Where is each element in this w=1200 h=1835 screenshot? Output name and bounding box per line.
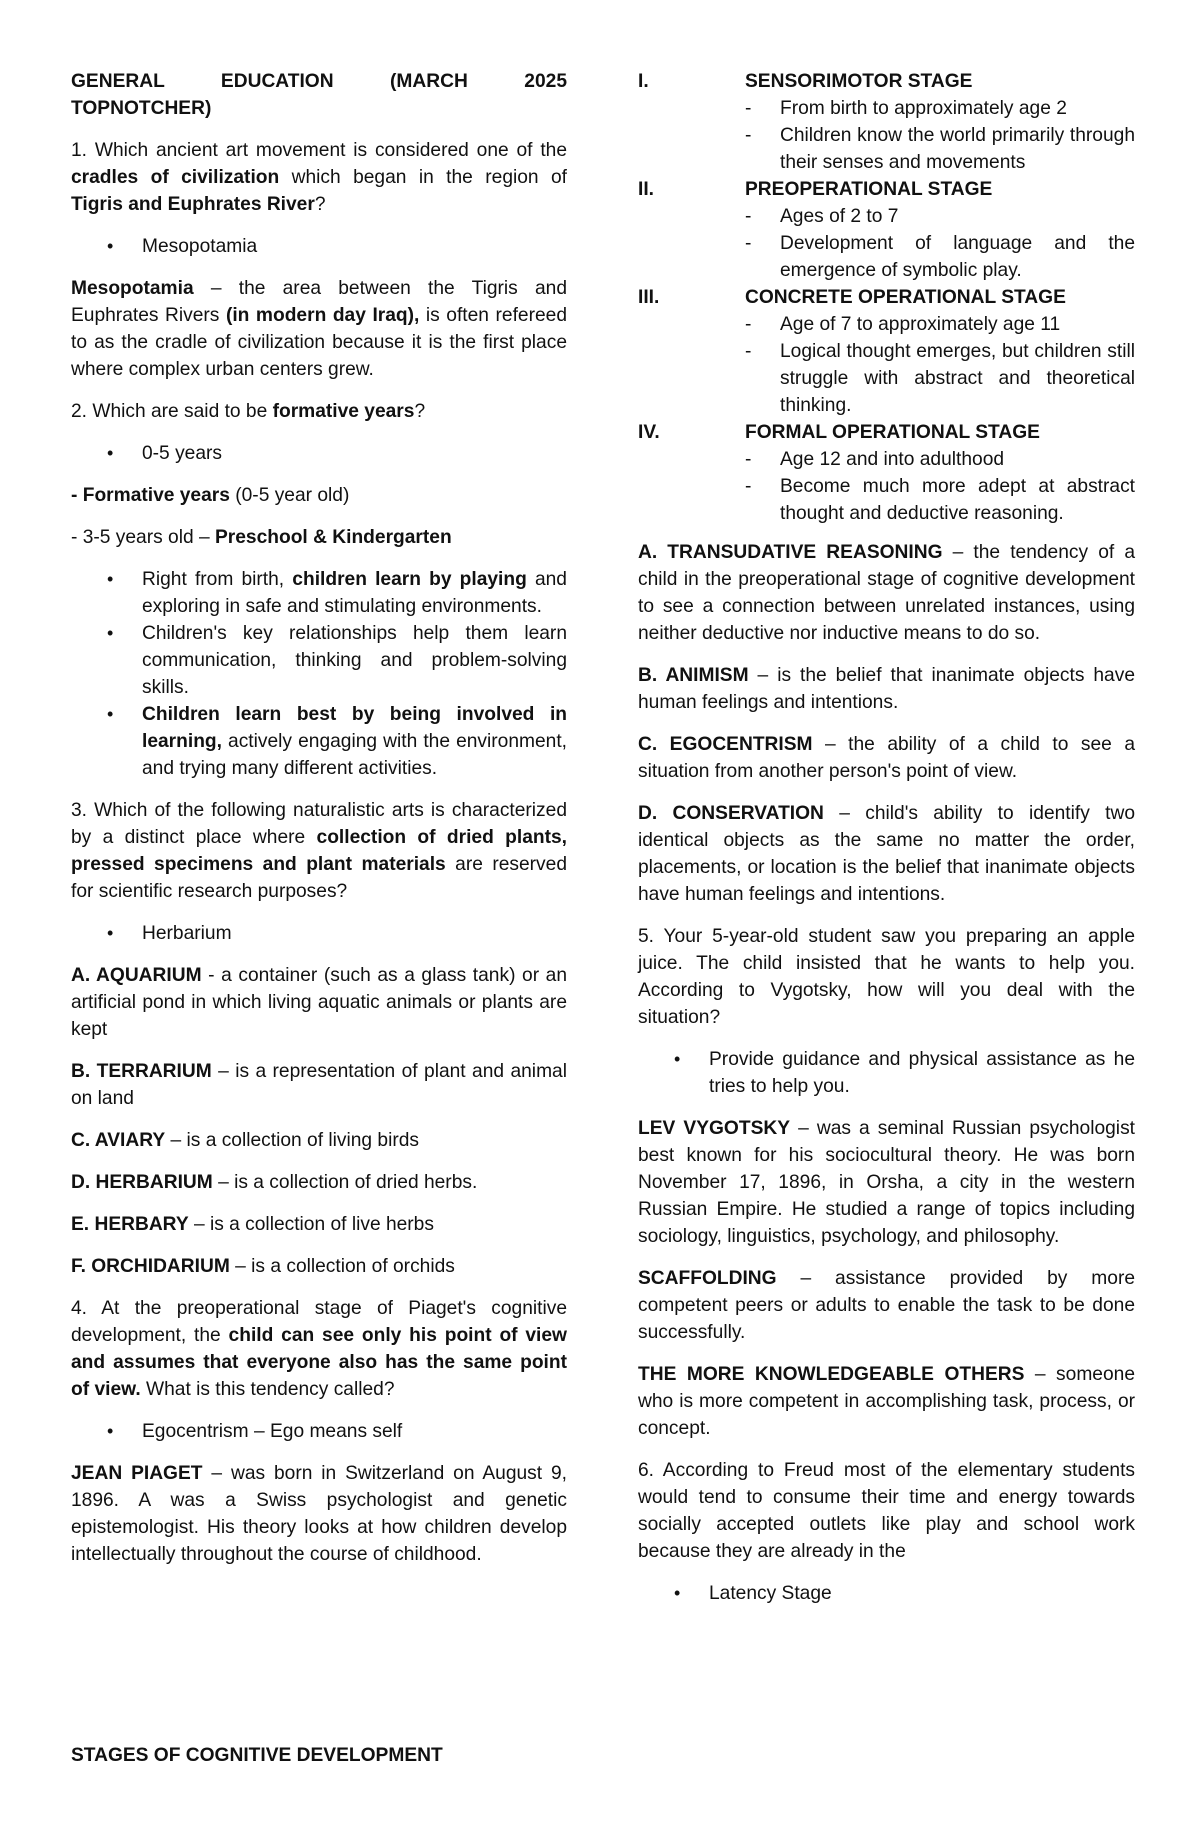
question-1-emphasis: Tigris and Euphrates River (71, 194, 315, 215)
question-1-answer-list (71, 233, 567, 260)
mesopotamia-explanation (71, 275, 567, 383)
question-5-answer: • Provide guidance and physical assistance as he tries to help you. (638, 1046, 1135, 1100)
list-item: - From birth to approximately age 2 (638, 95, 1135, 122)
stage-number: II. (638, 179, 654, 200)
question-2-answer-list (71, 440, 567, 467)
list-item-text: actively engaging with the environment, and trying many different activities. (142, 731, 567, 779)
question-1-text: ? (314, 194, 326, 215)
question-1-answer: • Mesopotamia (71, 233, 567, 260)
definition-aviary (71, 1127, 567, 1154)
definition-text: – is a representation of plant and animal on land (71, 1061, 567, 1109)
term: C. AVIARY (71, 1130, 166, 1151)
vygotsky-bio (638, 1115, 1135, 1250)
question-2 (71, 398, 567, 425)
definition-herbary (71, 1211, 567, 1238)
question-4-emphasis: child can see only his point of view and assumes that everyone also has the same point of view. (71, 1325, 567, 1400)
question-3-text: 3. Which of the following naturalistic arts is characterized by a distinct place where (71, 800, 567, 848)
document-title-continued: TOPNOTCHER) (71, 98, 212, 119)
question-2-text: 2. Which are said to be (71, 401, 273, 422)
learning-bullets (71, 566, 567, 782)
term: E. HERBARY (71, 1214, 189, 1235)
definition-text: – is the belief that inanimate objects have human feelings and intentions. (638, 665, 1135, 713)
question-2-emphasis: formative years (272, 401, 415, 422)
list-item (71, 566, 567, 620)
question-6-answer: • Latency Stage (638, 1580, 1135, 1607)
definition-terrarium (71, 1058, 567, 1112)
stage-number: III. (638, 287, 660, 308)
emphasis: (in modern day Iraq), (225, 305, 420, 326)
definition-text: – is a collection of live herbs (188, 1214, 434, 1235)
list-item: - Development of language and the emergence of symbolic play. (638, 230, 1135, 284)
term: - Formative years (71, 485, 230, 506)
definition-text: – the area between the Tigris and Euphrates Rivers (71, 278, 567, 326)
stage-item (638, 176, 1135, 284)
question-1-text: 1. Which ancient art movement is considered one of the (71, 140, 567, 161)
definition-text: – the tendency of a child in the preoperational stage of cognitive development to see a connection between unrelated instances, using neither deductive nor inductive means to do so. (638, 542, 1136, 644)
term: THE MORE KNOWLEDGEABLE OTHERS (638, 1364, 1025, 1385)
right-column (638, 68, 1135, 1622)
term: C. EGOCENTRISM (638, 734, 813, 755)
stage-title: CONCRETE OPERATIONAL STAGE (745, 287, 1066, 308)
question-2-text: ? (414, 401, 426, 422)
stage-details (638, 446, 1135, 527)
stage-item (638, 419, 1135, 527)
definition-egocentrism (638, 731, 1135, 785)
list-item (71, 701, 567, 782)
definition-conservation (638, 800, 1135, 908)
term: Mesopotamia (71, 278, 194, 299)
list-item: - Logical thought emerges, but children still struggle with abstract and theoretical thinking. (638, 338, 1135, 419)
term: B. ANIMISM (638, 665, 749, 686)
stage-number: IV. (638, 422, 660, 443)
question-3-emphasis: collection of dried plants, pressed specimens and plant materials (71, 827, 567, 875)
question-3-answer: • Herbarium (71, 920, 567, 947)
definition-text: is often refereed to as the cradle of civilization because it is the first place where complex urban centers grew. (71, 305, 567, 380)
question-3-answer-list (71, 920, 567, 947)
definition-text: – is a collection of orchids (229, 1256, 455, 1277)
list-item: - Age 12 and into adulthood (638, 446, 1135, 473)
question-2-answer: • 0-5 years (71, 440, 567, 467)
definition-scaffolding (638, 1265, 1135, 1346)
list-item-emphasis: Children learn best by being involved in learning, (142, 704, 567, 752)
definition-text: (0-5 year old) (229, 485, 350, 506)
list-item: - Become much more adept at abstract thought and deductive reasoning. (638, 473, 1135, 527)
term: D. HERBARIUM (71, 1172, 213, 1193)
list-item-text: and exploring in safe and stimulating environments. (142, 569, 567, 617)
definition-text: - 3-5 years old – (71, 527, 215, 548)
question-4 (71, 1295, 567, 1403)
question-6: 6. According to Freud most of the elementary students would tend to consume their time and energy towards socially accepted outlets like play and school work because they are already in the (638, 1460, 1135, 1562)
stage-heading (638, 176, 1135, 203)
list-item: - Ages of 2 to 7 (638, 203, 1135, 230)
term: Preschool & Kindergarten (214, 527, 452, 548)
document-title: GENERAL EDUCATION (MARCH 2025 (71, 71, 567, 92)
stage-heading (638, 284, 1135, 311)
stage-details (638, 311, 1135, 419)
definition-text: – the ability of a child to see a situation from another person's point of view. (638, 734, 1136, 782)
question-3 (71, 797, 567, 905)
term: A. TRANSUDATIVE REASONING (638, 542, 943, 563)
question-4-text: 4. At the preoperational stage of Piaget's cognitive development, the (71, 1298, 567, 1346)
definition-text: – is a collection of dried herbs. (212, 1172, 478, 1193)
definition-transudative-reasoning (638, 539, 1135, 647)
term: F. ORCHIDARIUM (71, 1256, 230, 1277)
question-3-text: are reserved for scientific research purposes? (71, 854, 567, 902)
question-5-answer-list (638, 1046, 1135, 1100)
formative-years-note (71, 482, 567, 509)
question-1 (71, 137, 567, 218)
stage-title: SENSORIMOTOR STAGE (745, 71, 973, 92)
stage-title: PREOPERATIONAL STAGE (745, 179, 993, 200)
question-4-answer: • Egocentrism – Ego means self (71, 1418, 567, 1445)
section-heading-stages: STAGES OF COGNITIVE DEVELOPMENT (71, 1745, 443, 1766)
term: B. TERRARIUM (71, 1061, 212, 1082)
left-column (71, 68, 567, 1583)
definition-text: – assistance provided by more competent peers or adults to enable the task to be done successfully. (638, 1268, 1135, 1343)
question-5: 5. Your 5-year-old student saw you preparing an apple juice. The child insisted that he wants to help you. According to Vygotsky, how will you deal with the situation? (638, 926, 1135, 1028)
definition-text: – someone who is more competent in accomplishing task, process, or concept. (638, 1364, 1135, 1439)
definition-text: – was a seminal Russian psychologist best known for his sociocultural theory. He was born November 17, 1896, in Orsha, a city in the western Russian Empire. He studied a range of topics including sociology, linguistics, psychology, and philosophy. (638, 1118, 1135, 1247)
stage-item (638, 284, 1135, 419)
term: LEV VYGOTSKY (638, 1118, 791, 1139)
list-item: - Age of 7 to approximately age 11 (638, 311, 1135, 338)
definition-text: - a container (such as a glass tank) or an artificial pond in which living aquatic animals or plants are kept (71, 965, 568, 1040)
list-item: • Children's key relationships help them learn communication, thinking and problem-solving skills. (71, 620, 567, 701)
definition-herbarium (71, 1169, 567, 1196)
stage-details (638, 95, 1135, 176)
term: A. AQUARIUM (71, 965, 202, 986)
list-item: - Children know the world primarily through their senses and movements (638, 122, 1135, 176)
term: D. CONSERVATION (638, 803, 824, 824)
stage-number: I. (638, 71, 649, 92)
question-4-text: What is this tendency called? (140, 1379, 395, 1400)
definition-more-knowledgeable-others (638, 1361, 1135, 1442)
piaget-bio (71, 1460, 567, 1568)
list-item-emphasis: children learn by playing (292, 569, 527, 590)
stage-heading (638, 68, 1135, 95)
term: JEAN PIAGET (71, 1463, 203, 1484)
definition-orchidarium (71, 1253, 567, 1280)
stages-list (638, 68, 1135, 527)
stage-heading (638, 419, 1135, 446)
list-item-text: Right from birth, (142, 569, 293, 590)
stage-details (638, 203, 1135, 284)
definition-aquarium (71, 962, 567, 1043)
question-4-answer-list (71, 1418, 567, 1445)
stage-title: FORMAL OPERATIONAL STAGE (745, 422, 1040, 443)
term: SCAFFOLDING (638, 1268, 777, 1289)
stage-item (638, 68, 1135, 176)
definition-text: – child's ability to identify two identical objects as the same no matter the order, placements, or location is the belief that inanimate objects have human feelings and intentions. (638, 803, 1135, 905)
question-1-text: which began in the region of (279, 167, 567, 188)
definition-animism (638, 662, 1135, 716)
question-1-emphasis: cradles of civilization (71, 167, 280, 188)
definition-text: – is a collection of living birds (165, 1130, 419, 1151)
definition-text: – was born in Switzerland on August 9, 1896. A was a Swiss psychologist and genetic epistemologist. His theory looks at how children develop intellectually throughout the course of childhood. (71, 1463, 567, 1565)
question-6-answer-list (638, 1580, 1135, 1607)
preschool-note (71, 524, 567, 551)
